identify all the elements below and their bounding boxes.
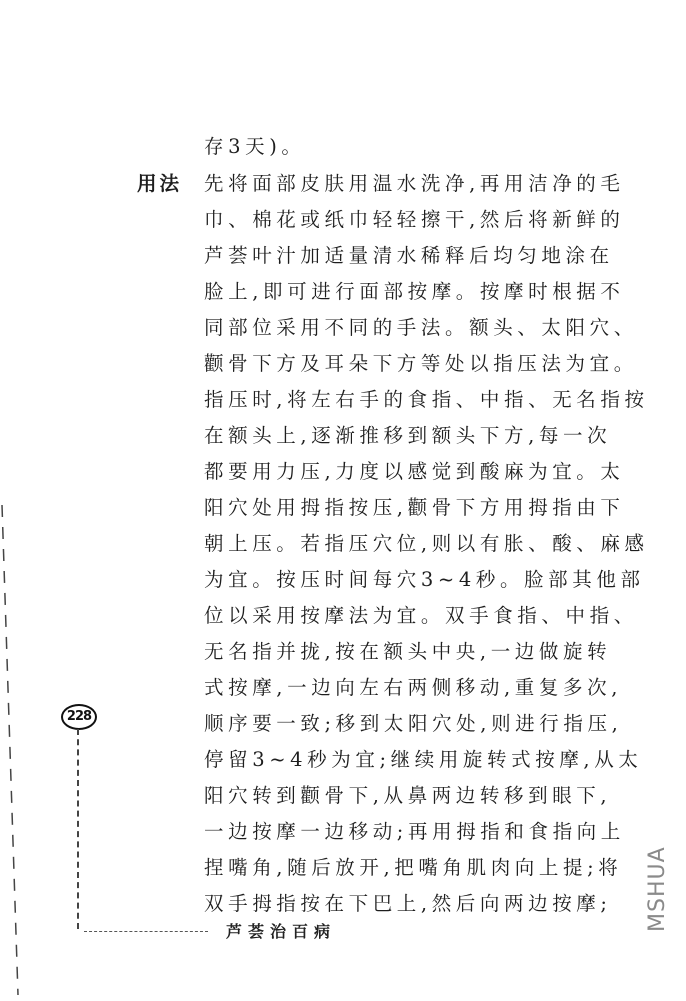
body-line: 先将面部皮肤用温水洗净,再用洁净的毛 [204, 172, 625, 195]
body-line: 都要用力压,力度以感觉到酸麻为宜。太 [204, 460, 625, 483]
section-label: 用法 [137, 172, 183, 195]
body-line: 一边按摩一边移动;再用拇指和食指向上 [204, 820, 625, 843]
body-line: 停留3~4秒为宜;继续用旋转式按摩,从太 [204, 748, 643, 771]
footer-horizontal-rule [84, 931, 208, 932]
body-line: 为宜。按压时间每穴3~4秒。脸部其他部 [204, 568, 645, 591]
body-line: 阳穴处用拇指按压,颧骨下方用拇指由下 [204, 496, 625, 519]
body-line: 颧骨下方及耳朵下方等处以指压法为宜。 [204, 352, 638, 375]
margin-vertical-rule [77, 729, 79, 929]
body-line: 位以采用按摩法为宜。双手食指、中指、 [204, 604, 638, 627]
body-line: 同部位采用不同的手法。额头、太阳穴、 [204, 316, 638, 339]
body-line: 指压时,将左右手的食指、中指、无名指按 [204, 388, 649, 411]
body-line: 捏嘴角,随后放开,把嘴角肌肉向上提;将 [204, 856, 623, 879]
body-line: 脸上,即可进行面部按摩。按摩时根据不 [204, 280, 625, 303]
binding-edge-dashed-line [0, 505, 20, 995]
continued-line: 存3天)。 [204, 135, 306, 158]
body-line: 阳穴转到颧骨下,从鼻两边转移到眼下, [204, 784, 612, 807]
page-number-badge: 228 [61, 704, 97, 730]
body-line: 巾、棉花或纸巾轻轻擦干,然后将新鲜的 [204, 208, 625, 231]
body-line: 芦荟叶汁加适量清水稀释后均匀地涂在 [204, 244, 614, 267]
body-line: 无名指并拢,按在额头中央,一边做旋转 [204, 640, 612, 663]
body-line: 在额头上,逐渐推移到额头下方,每一次 [204, 424, 612, 447]
body-line: 双手拇指按在下巴上,然后向两边按摩; [204, 892, 612, 915]
body-line: 式按摩,一边向左右两侧移动,重复多次, [204, 676, 622, 699]
body-line: 朝上压。若指压穴位,则以有胀、酸、麻感 [204, 532, 649, 555]
footer-book-title: 芦荟治百病 [226, 922, 337, 941]
body-line: 顺序要一致;移到太阳穴处,则进行指压, [204, 712, 623, 735]
watermark-text: MSHUA [645, 846, 670, 932]
